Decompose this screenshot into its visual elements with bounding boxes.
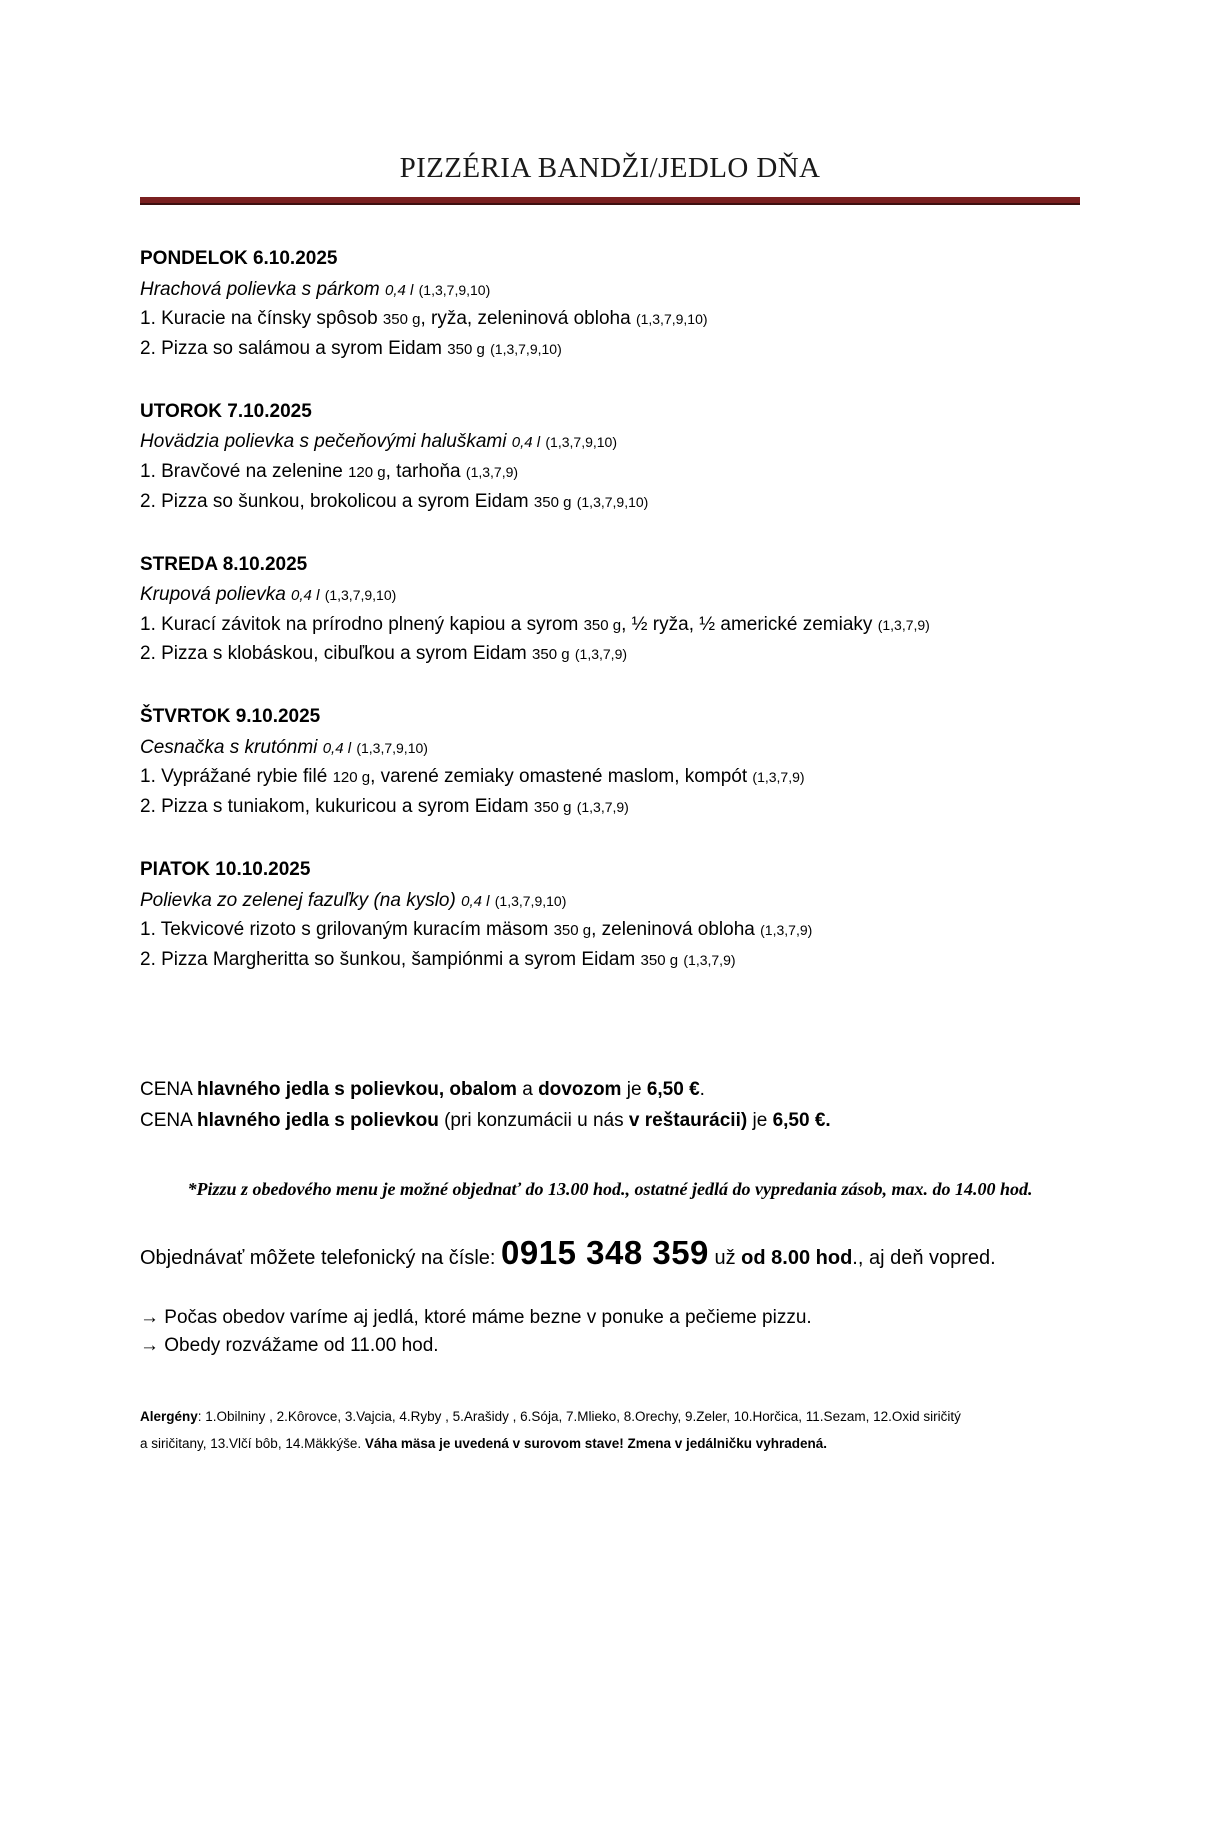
price-prefix: CENA xyxy=(140,1109,198,1131)
menu-item-weight: 350 g xyxy=(583,616,622,634)
allergens-label: Alergény xyxy=(140,1408,198,1424)
soup-line xyxy=(140,734,1080,763)
page-title: PIZZÉRIA BANDŽI/JEDLO DŇA xyxy=(399,152,821,184)
menu-item xyxy=(140,793,1080,822)
menu-item-rest: , ½ ryža, ½ americké zemiaky xyxy=(621,613,873,635)
note-line: → Počas obedov varíme aj jedlá, ktoré máme bezne v ponuke a pečieme pizzu. xyxy=(140,1306,812,1328)
menu-item-allergens: (1,3,7,9,10) xyxy=(576,493,649,510)
day-heading: PONDELOK 6.10.2025 xyxy=(140,248,338,269)
menu-item-allergens: (1,3,7,9) xyxy=(576,799,629,816)
price-value: 6,50 €. xyxy=(772,1109,831,1131)
menu-item-weight: 350 g xyxy=(532,646,570,664)
menu-item xyxy=(140,335,1080,364)
soup-name: Krupová polievka xyxy=(140,584,286,605)
allergens-list-cont: a siričitany, 13.Vlčí bôb, 14.Mäkkýše. xyxy=(140,1435,365,1451)
allergens-list: : 1.Obilniny , 2.Kôrovce, 3.Vajcia, 4.Ryby , 5.Arašidy , 6.Sója, 7.Mlieko, 8.Orechy, 9.Zeler, 10.Horčica, 11.Sezam, 12.Oxid siričitý xyxy=(197,1408,961,1424)
allergens-line-1 xyxy=(140,1403,1080,1430)
menu-item-text: 1. Kuracie na čínsky spôsob xyxy=(140,308,378,329)
allergens-notice: Váha mäsa je uvedená v surovom stave! Zmena v jedálničku vyhradená. xyxy=(364,1435,828,1451)
allergens-block xyxy=(140,1403,1080,1457)
soup-allergens: (1,3,7,9,10) xyxy=(494,892,567,909)
menu-item-text: 1. Bravčové na zelenine xyxy=(140,460,343,482)
soup-name: Cesnačka s krutónmi xyxy=(140,736,318,758)
price-dot: . xyxy=(699,1078,705,1100)
day-block xyxy=(140,398,1080,517)
menu-item-rest: , zeleninová obloha xyxy=(591,919,755,940)
order-suffix: ., aj deň vopred. xyxy=(852,1247,996,1270)
price-bold-2: v reštaurácii) xyxy=(628,1109,748,1131)
soup-line xyxy=(140,887,1080,916)
menu-item xyxy=(140,458,1080,487)
order-mid: už xyxy=(708,1247,742,1270)
menu-item-weight: 350 g xyxy=(447,340,485,358)
menu-item xyxy=(140,916,1080,945)
menu-item xyxy=(140,488,1080,517)
day-block xyxy=(140,703,1080,822)
day-heading: STREDA 8.10.2025 xyxy=(140,553,308,575)
menu-item-allergens: (1,3,7,9) xyxy=(877,616,930,633)
soup-line xyxy=(140,428,1080,457)
soup-unit: 0,4 l xyxy=(461,892,490,910)
day-block xyxy=(140,551,1080,670)
menu-item-weight: 120 g xyxy=(348,463,386,481)
price-paren: (pri konzumácii u nás xyxy=(438,1109,629,1131)
menu-item-text: 2. Pizza s tuniakom, kukuricou a syrom Eidam xyxy=(140,796,529,818)
soup-allergens: (1,3,7,9,10) xyxy=(418,281,491,298)
menu-item xyxy=(140,640,1080,669)
allergens-line-2 xyxy=(140,1430,1080,1457)
menu-item xyxy=(140,763,1080,792)
soup-allergens: (1,3,7,9,10) xyxy=(356,739,428,756)
day-heading: UTOROK 7.10.2025 xyxy=(140,400,312,422)
menu-content xyxy=(140,245,1080,1457)
menu-item-text: 2. Pizza so šunkou, brokolicou a syrom Eidam xyxy=(140,490,529,512)
price-line-restaurant xyxy=(140,1106,1080,1137)
price-prefix: CENA xyxy=(140,1078,198,1100)
menu-item-weight: 350 g xyxy=(382,311,421,328)
order-phone-line xyxy=(140,1228,1080,1278)
price-value: 6,50 € xyxy=(646,1078,700,1100)
soup-name: Hrachová polievka s párkom xyxy=(140,278,380,300)
menu-item-text: 2. Pizza Margheritta so šunkou, šampiónmi a syrom Eidam xyxy=(140,948,636,970)
title-divider xyxy=(140,197,1080,205)
price-is: je xyxy=(621,1078,647,1100)
menu-item-weight: 120 g xyxy=(332,769,371,787)
day-block xyxy=(140,245,1080,364)
day-heading: ŠTVRTOK 9.10.2025 xyxy=(140,706,321,728)
price-bold-2: dovozom xyxy=(538,1078,622,1100)
menu-item-text: 1. Tekvicové rizoto s grilovaným kuracím mäsom xyxy=(140,919,549,940)
menu-item-text: 2. Pizza so salámou a syrom Eidam xyxy=(140,337,443,359)
menu-item-rest: , varené zemiaky omastené maslom, kompót xyxy=(370,766,748,788)
menu-item-allergens: (1,3,7,9) xyxy=(760,922,813,938)
menu-item xyxy=(140,946,1080,975)
day-heading: PIATOK 10.10.2025 xyxy=(140,859,311,880)
spacer xyxy=(140,975,1080,1075)
pizza-order-note: *Pizzu z obedového menu je možné objednať do 13.00 hod., ostatné jedlá do vypredania zásob, max. do 14.00 hod. xyxy=(187,1179,1033,1200)
soup-name: Polievka zo zelenej fazuľky (na kyslo) xyxy=(140,889,456,911)
order-time: od 8.00 hod xyxy=(741,1247,853,1270)
menu-item-allergens: (1,3,7,9,10) xyxy=(490,340,562,357)
day-block xyxy=(140,856,1080,975)
soup-line xyxy=(140,276,1080,305)
menu-item-allergens: (1,3,7,9) xyxy=(574,646,628,663)
menu-item-allergens: (1,3,7,9) xyxy=(683,951,736,968)
soup-unit: 0,4 l xyxy=(322,739,352,757)
price-conj: a xyxy=(516,1078,539,1100)
soup-unit: 0,4 l xyxy=(511,434,541,452)
notes-block xyxy=(140,1304,1080,1361)
menu-item xyxy=(140,611,1080,640)
soup-unit: 0,4 l xyxy=(385,281,414,299)
phone-number[interactable]: 0915 348 359 xyxy=(501,1234,709,1272)
menu-item-allergens: (1,3,7,9) xyxy=(465,463,519,480)
soup-unit: 0,4 l xyxy=(291,587,320,604)
menu-item xyxy=(140,305,1080,334)
menu-item-weight: 350 g xyxy=(553,922,592,939)
menu-item-weight: 350 g xyxy=(640,951,679,969)
soup-allergens: (1,3,7,9,10) xyxy=(324,587,397,603)
note-line: → Obedy rozvážame od 11.00 hod. xyxy=(140,1335,439,1357)
menu-item-rest: , ryža, zeleninová obloha xyxy=(420,308,631,329)
menu-item-rest: , tarhoňa xyxy=(385,460,461,482)
price-is: je xyxy=(747,1109,773,1131)
menu-item-weight: 350 g xyxy=(533,799,572,817)
price-bold-1: hlavného jedla s polievkou xyxy=(197,1109,439,1131)
soup-line xyxy=(140,581,1080,610)
menu-item-allergens: (1,3,7,9) xyxy=(752,769,805,786)
price-bold-1: hlavného jedla s polievkou, obalom xyxy=(197,1078,517,1100)
price-line-delivery xyxy=(140,1075,1080,1106)
menu-item-weight: 350 g xyxy=(533,493,572,511)
menu-item-text: 1. Kurací závitok na prírodno plnený kapiou a syrom xyxy=(140,613,579,635)
soup-name: Hovädzia polievka s pečeňovými haluškami xyxy=(140,431,507,453)
soup-allergens: (1,3,7,9,10) xyxy=(545,434,617,451)
menu-item-text: 2. Pizza s klobáskou, cibuľkou a syrom Eidam xyxy=(140,643,527,665)
menu-item-allergens: (1,3,7,9,10) xyxy=(635,311,708,327)
menu-item-text: 1. Vyprážané rybie filé xyxy=(140,766,328,788)
order-prefix: Objednávať môžete telefonický na čísle: xyxy=(140,1247,496,1270)
